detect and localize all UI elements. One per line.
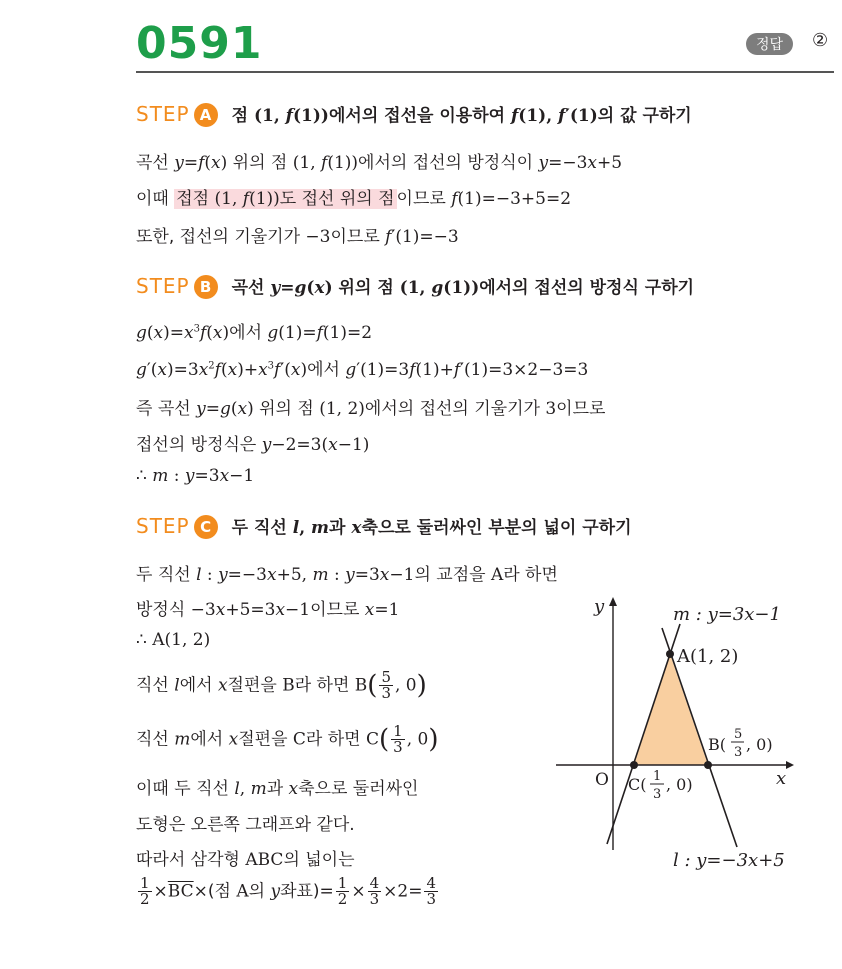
y-axis-arrow — [609, 597, 617, 606]
x-axis-label: x — [776, 768, 787, 789]
highlight: 접점 (1, f(1))도 접선 위의 점 — [176, 189, 395, 209]
step-c-line-1: 두 직선 l : y=−3x+5, m : y=3x−1의 교점을 A라 하면 — [136, 565, 558, 585]
answer-badge: 정답 — [746, 33, 793, 55]
point-c — [630, 761, 638, 769]
step-c-line-4: 직선 l에서 x절편을 B라 하면 B( $\frac{5}{3}$ , 0) — [136, 668, 427, 702]
point-a — [666, 650, 674, 658]
step-word: STEP — [136, 274, 190, 298]
point-b-frac-num: 5 — [734, 727, 743, 742]
point-a-label: A(1, 2) — [677, 646, 739, 667]
step-b-line-5: ∴ m : y=3x−1 — [136, 466, 255, 486]
point-b — [704, 761, 712, 769]
step-b-line-2: $g'(x)=3x^2f(x)+x^3f'(x)$에서 g′(1)=3f(1)+f′(1)=3×2−3=3 — [136, 360, 589, 380]
step-c-line-7: 도형은 오른쪽 그래프와 같다. — [136, 815, 355, 835]
point-c-tail: , 0) — [666, 775, 693, 794]
y-axis-label: y — [594, 596, 605, 617]
point-c-frac-den: 3 — [653, 787, 662, 802]
problem-number: 0591 — [136, 18, 263, 69]
point-b-tail: , 0) — [746, 735, 773, 754]
step-word: STEP — [136, 102, 190, 126]
point-b-label: B( — [708, 735, 726, 754]
step-c-line-6: 이때 두 직선 l, m과 x축으로 둘러싸인 — [136, 779, 419, 799]
step-c-line-8: 따라서 삼각형 ABC의 넓이는 — [136, 850, 355, 870]
line-l-label: l : y=−3x+5 — [673, 850, 785, 871]
point-b-frac-den: 3 — [734, 745, 743, 760]
answer-value: ② — [812, 30, 829, 51]
step-title: 점 (1, f(1))에서의 접선을 이용하여 f(1), f′(1)의 값 구하기 — [231, 106, 692, 126]
step-word: STEP — [136, 514, 190, 538]
step-a-line-3: 또한, 접선의 기울기가 −3이므로 f′(1)=−3 — [136, 227, 459, 247]
point-c-frac-num: 1 — [653, 769, 662, 784]
x-axis-arrow — [786, 761, 794, 769]
step-c-line-3: ∴ A(1, 2) — [136, 630, 211, 650]
step-b-line-3: 즉 곡선 y=g(x) 위의 점 (1, 2)에서의 접선의 기울기가 3이므로 — [136, 399, 606, 419]
step-c-line-9: $\frac{1}{2}$ $\times\overline{BC}\times$(점 A의 y좌표)= $\frac{1}{2}$ × $\frac{4}{3}$ ×2= $\frac{4}{3}$ — [140, 874, 436, 908]
step-title: 곡선 y=g(x) 위의 점 (1, g(1))에서의 접선의 방정식 구하기 — [231, 278, 695, 298]
step-title: 두 직선 l, m과 x축으로 둘러싸인 부분의 넓이 구하기 — [231, 518, 632, 538]
step-letter-badge: B — [194, 275, 218, 299]
step-letter-badge: C — [194, 515, 218, 539]
step-b-line-1: $g(x)=x^3f(x)$에서 g(1)=f(1)=2 — [136, 323, 373, 343]
step-c-line-5: 직선 m에서 x절편을 C라 하면 C( $\frac{1}{3}$ , 0) — [136, 722, 439, 756]
origin-label: O — [595, 770, 609, 790]
step-letter-badge: A — [194, 103, 218, 127]
step-c-line-2: 방정식 −3x+5=3x−1이므로 x=1 — [136, 600, 400, 620]
line-m-label: m : y=3x−1 — [673, 604, 781, 625]
step-a-line-1: 곡선 y=f(x) 위의 점 (1, f(1))에서의 접선의 방정식이 y=−3x+5 — [136, 153, 623, 173]
step-a-line-2: 이때 접점 (1, f(1))도 접선 위의 점 이므로 f(1)=−3+5=2 — [136, 189, 572, 209]
point-c-label: C( — [628, 775, 647, 794]
triangle-abc-fill — [634, 654, 708, 765]
step-b-line-4: 접선의 방정식은 y−2=3(x−1) — [136, 435, 370, 455]
